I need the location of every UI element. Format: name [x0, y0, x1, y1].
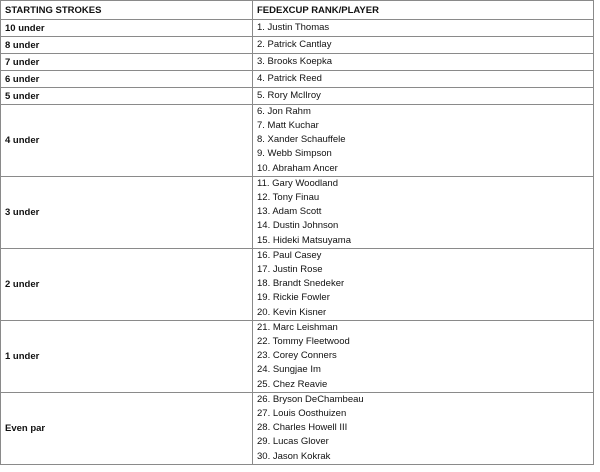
player-entry: 4. Patrick Reed: [257, 73, 322, 84]
starting-strokes-cell: 3 under: [1, 177, 253, 249]
player-entry: 17. Justin Rose: [257, 264, 323, 275]
players-cell: [253, 321, 594, 393]
player-entry: 10. Abraham Ancer: [257, 163, 338, 174]
player-entry: 6. Jon Rahm: [257, 106, 311, 117]
player-entry: 19. Rickie Fowler: [257, 292, 330, 303]
player-entry: 21. Marc Leishman: [257, 322, 338, 333]
table-row: [1, 54, 594, 71]
player-entry: 24. Sungjae Im: [257, 364, 321, 375]
starting-strokes-cell: 10 under: [1, 20, 253, 37]
players-cell: [253, 177, 594, 249]
player-entry: 18. Brandt Snedeker: [257, 278, 345, 289]
player-entry: 8. Xander Schauffele: [257, 134, 346, 145]
table-body: [1, 20, 594, 465]
starting-strokes-cell: 2 under: [1, 249, 253, 321]
player-entry: 27. Louis Oosthuizen: [257, 408, 347, 419]
player-entry: 2. Patrick Cantlay: [257, 39, 332, 50]
players-cell: [253, 105, 594, 177]
starting-strokes-cell: 8 under: [1, 37, 253, 54]
fedexcup-rank-player-header: FEDEXCUP RANK/PLAYER: [253, 1, 594, 20]
starting-strokes-header: STARTING STROKES: [1, 1, 253, 20]
table-row: [1, 321, 594, 393]
table-row: [1, 71, 594, 88]
players-cell: [253, 54, 594, 71]
starting-strokes-cell: 6 under: [1, 71, 253, 88]
table-header-row: [1, 1, 594, 20]
player-entry: 16. Paul Casey: [257, 250, 322, 261]
players-cell: [253, 37, 594, 54]
player-entry: 3. Brooks Koepka: [257, 56, 332, 67]
table-row: [1, 20, 594, 37]
player-entry: 25. Chez Reavie: [257, 379, 328, 390]
table-row: [1, 177, 594, 249]
player-entry: 26. Bryson DeChambeau: [257, 394, 364, 405]
players-cell: [253, 393, 594, 465]
player-entry: 14. Dustin Johnson: [257, 220, 339, 231]
starting-strokes-cell: 5 under: [1, 88, 253, 105]
player-entry: 7. Matt Kuchar: [257, 120, 319, 131]
player-entry: 29. Lucas Glover: [257, 436, 329, 447]
player-entry: 11. Gary Woodland: [257, 178, 338, 189]
player-entry: 1. Justin Thomas: [257, 22, 330, 33]
players-cell: [253, 71, 594, 88]
player-entry: 15. Hideki Matsuyama: [257, 235, 351, 246]
table-row: [1, 37, 594, 54]
starting-strokes-cell: Even par: [1, 393, 253, 465]
player-entry: 13. Adam Scott: [257, 206, 322, 217]
table-row: [1, 105, 594, 177]
starting-strokes-cell: 4 under: [1, 105, 253, 177]
player-entry: 30. Jason Kokrak: [257, 451, 331, 462]
player-entry: 28. Charles Howell III: [257, 422, 348, 433]
table-row: [1, 88, 594, 105]
player-entry: 12. Tony Finau: [257, 192, 320, 203]
player-entry: 5. Rory McIlroy: [257, 90, 321, 101]
players-cell: [253, 20, 594, 37]
starting-strokes-cell: 7 under: [1, 54, 253, 71]
player-entry: 9. Webb Simpson: [257, 148, 332, 159]
player-entry: 23. Corey Conners: [257, 350, 337, 361]
starting-strokes-cell: 1 under: [1, 321, 253, 393]
players-cell: [253, 249, 594, 321]
players-cell: [253, 88, 594, 105]
table-row: [1, 249, 594, 321]
table-row: [1, 393, 594, 465]
player-entry: 20. Kevin Kisner: [257, 307, 327, 318]
player-entry: 22. Tommy Fleetwood: [257, 336, 350, 347]
